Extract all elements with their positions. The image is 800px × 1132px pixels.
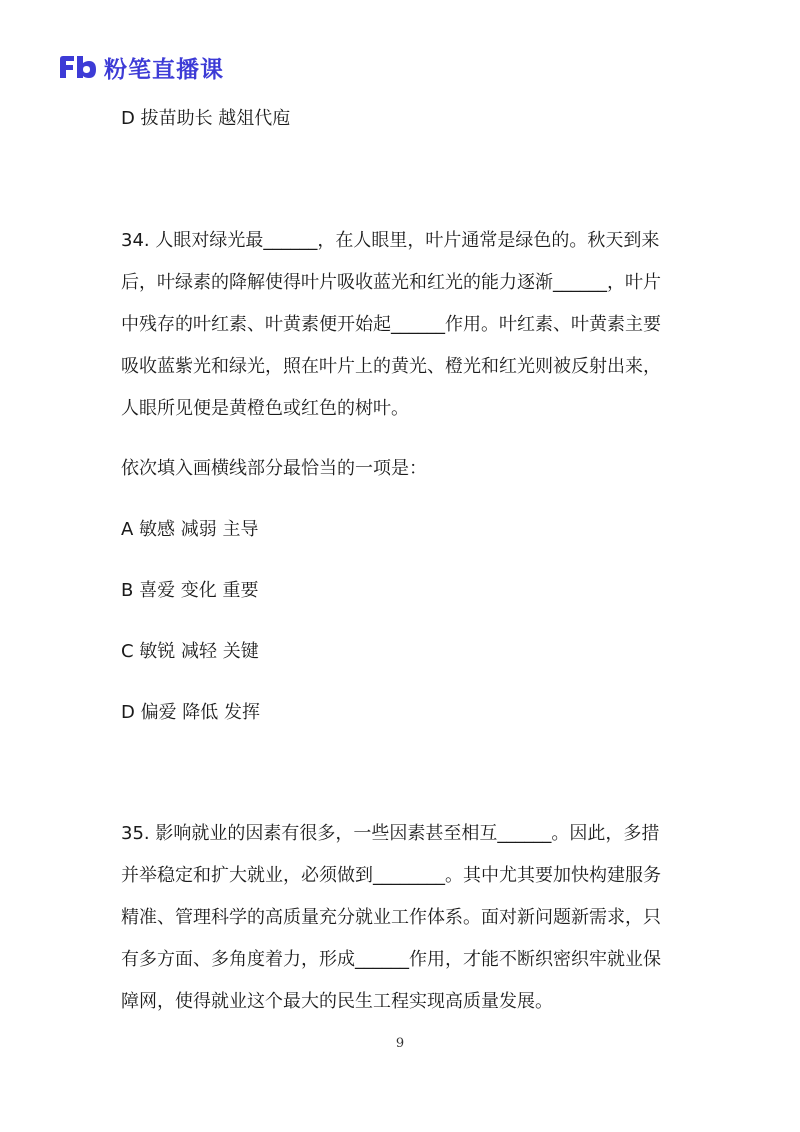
q34-text-line: 吸收蓝紫光和绿光，照在叶片上的黄光、橙光和红光则被反射出来， (121, 356, 661, 377)
q35-text-line: 35. 影响就业的因素有很多，一些因素甚至相互______。因此，多措 (121, 823, 660, 844)
q34-text-line: 34. 人眼对绿光最______，在人眼里，叶片通常是绿色的。秋天到来 (121, 230, 660, 251)
page-number: 9 (395, 1036, 405, 1051)
q34-option-a: A 敏感 减弱 主导 (121, 519, 259, 540)
q35-text-line: 障网，使得就业这个最大的民生工程实现高质量发展。 (121, 991, 553, 1012)
q35-text-line: 有多方面、多角度着力，形成______作用，才能不断织密织牢就业保 (121, 949, 661, 970)
q35-text-line: 并举稳定和扩大就业，必须做到________。其中尤其要加快构建服务 (121, 865, 661, 886)
q34-text-line: 后，叶绿素的降解使得叶片吸收蓝光和红光的能力逐渐______，叶片 (121, 272, 661, 293)
q34-option-b: B 喜爱 变化 重要 (121, 580, 259, 601)
brand-logo (58, 52, 224, 82)
q35-text-line: 精准、管理科学的高质量充分就业工作体系。面对新问题新需求，只 (121, 907, 661, 928)
q34-prompt: 依次填入画横线部分最恰当的一项是： (121, 458, 427, 479)
q34-text-line: 中残存的叶红素、叶黄素便开始起______作用。叶红素、叶黄素主要 (121, 314, 661, 335)
brand-name: 粉笔直播课 (104, 56, 224, 83)
q34-option-c: C 敏锐 减轻 关键 (121, 641, 259, 662)
fb-logo-icon (58, 54, 98, 80)
prev-option-d: D 拔苗助长 越俎代庖 (121, 108, 291, 129)
q34-text-line: 人眼所见便是黄橙色或红色的树叶。 (121, 398, 409, 419)
q34-option-d: D 偏爱 降低 发挥 (121, 702, 261, 723)
